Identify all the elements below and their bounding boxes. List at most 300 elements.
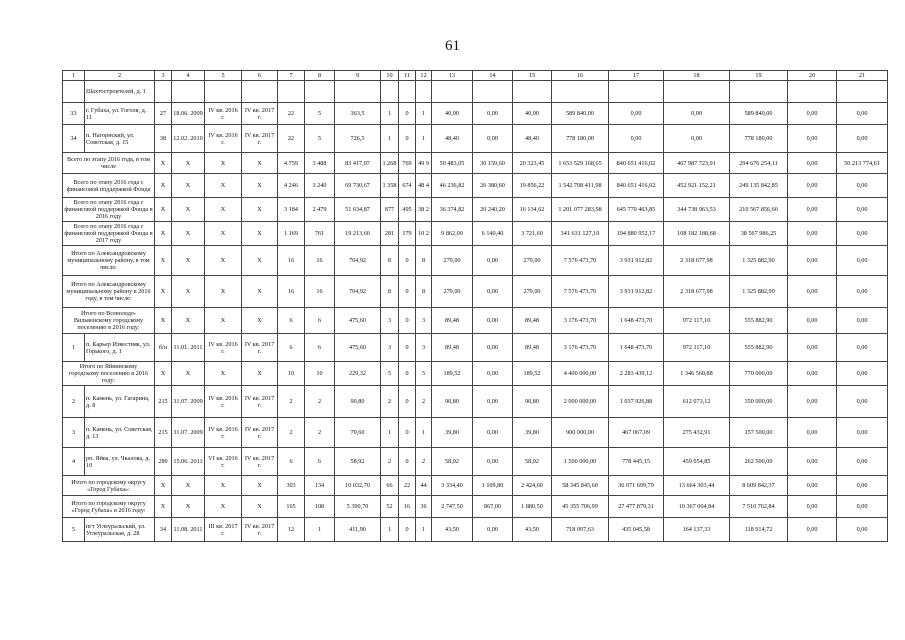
table-cell: 40,00 [513,103,552,125]
table-cell: 3 334,40 [432,476,473,496]
table-cell: 726,5 [335,125,381,153]
table-cell: 1 [381,103,399,125]
table-cell: 589 840,00 [730,103,788,125]
table-cell: 13 664 303,44 [664,476,730,496]
table-cell: 0,00 [473,418,513,448]
table-cell: 0,00 [664,125,730,153]
table-cell: 279,00 [432,276,473,308]
table-cell: 157 500,00 [730,418,788,448]
table-cell: 1 [416,125,432,153]
address-cell: рп. Яйва, ул. Чкалова, д. 10 [85,448,155,476]
table-cell: 50 483,05 [432,153,473,174]
table-cell: 10 032,70 [335,476,381,496]
table-cell: 1 [305,518,335,542]
table-cell: 43,50 [513,518,552,542]
table-cell: 89,48 [513,334,552,362]
table-cell: 3 176 473,70 [552,308,609,334]
address-cell: п. Камень, ул. Гагарина, д. 8 [85,386,155,418]
table-cell: 840 651 416,02 [609,153,664,174]
table-cell: 179 [399,222,416,246]
table-cell: 2 318 677,98 [664,246,730,276]
table-cell: 9 862,00 [432,222,473,246]
table-cell: IV кв. 2017 г. [242,334,278,362]
table-cell: 210 567 856,60 [730,198,788,222]
table-cell: 16 [305,276,335,308]
table-cell: X [205,174,242,198]
table-cell: 0,00 [837,103,888,125]
table-row [63,246,888,276]
table-cell: 972 117,10 [664,334,730,362]
table-cell: 3 721,60 [513,222,552,246]
table-cell: 555 882,90 [730,334,788,362]
table-cell: 58,92 [432,448,473,476]
table-cell [473,81,513,103]
table-cell [205,81,242,103]
table-cell: 45 355 706,99 [552,496,609,518]
table-cell: 69 730,67 [335,174,381,198]
table-cell: IV кв. 2017 г. [242,518,278,542]
table-cell: 0,00 [473,448,513,476]
table-cell: 341 631 127,10 [552,222,609,246]
table-cell [335,81,381,103]
table-cell: 0,00 [837,518,888,542]
summary-label-cell: Итого по Александровскому муниципальному району, в том числе: [63,246,155,276]
table-cell: X [155,222,172,246]
table-cell: X [242,496,278,518]
table-cell: 1 268 [381,153,399,174]
table-cell: 2 747,50 [432,496,473,518]
table-cell: 50 213 774,61 [837,153,888,174]
table-cell: IV кв. 2016 г. [205,103,242,125]
table-cell: 6 [278,308,305,334]
table-cell: 0,00 [788,334,837,362]
table-cell: 0,00 [788,276,837,308]
table-cell: 189,52 [432,362,473,386]
table-cell: 8 [416,276,432,308]
table-cell: 475,60 [335,334,381,362]
table-cell: X [242,153,278,174]
table-cell: 48,40 [513,125,552,153]
table-cell: 39,80 [513,418,552,448]
table-cell: 0 [399,125,416,153]
table-cell: 411,90 [335,518,381,542]
table-cell: X [242,174,278,198]
table-row [63,103,888,125]
table-cell [609,81,664,103]
table-cell: 645 770 463,85 [609,198,664,222]
table-cell [432,81,473,103]
table-cell: 363,5 [335,103,381,125]
table-cell: 3 [416,308,432,334]
table-cell: 770 000,00 [730,362,788,386]
column-number-cell: 9 [335,71,381,81]
table-cell: 3 240 [305,174,335,198]
summary-label-cell: Итого по Всеволодо-Вильвенскому городскому поселению в 2016 году: [63,308,155,334]
table-cell: 16 [305,246,335,276]
table-cell: 769 [399,153,416,174]
table-cell: 1 201 077 283,98 [552,198,609,222]
table-cell: 38 [155,125,172,153]
table-cell: III кв. 2017 г. [205,518,242,542]
table-cell: 459 054,85 [664,448,730,476]
table-cell: 1 358 [381,174,399,198]
column-number-cell: 13 [432,71,473,81]
table-cell: 674 [399,174,416,198]
table-cell: IV кв. 2017 г. [242,103,278,125]
table-cell: 165 [278,496,305,518]
table-cell: 0,00 [473,125,513,153]
table-cell: 761 [305,222,335,246]
table-cell: 0,00 [837,125,888,153]
table-cell: X [205,476,242,496]
table-cell: 1 880,50 [513,496,552,518]
summary-label-cell: Всего по этапу 2016 года с финансовой поддержкой Фонда в 2017 году [64,223,153,244]
table-row [63,81,888,103]
table-cell: 281 [381,222,399,246]
table-cell: 0,00 [788,386,837,418]
table-cell: 2 [381,386,399,418]
table-cell: 2 [416,448,432,476]
table-cell: 10 367 064,84 [664,496,730,518]
table-cell [664,81,730,103]
table-cell: 1 [416,418,432,448]
table-cell: 8 [381,276,399,308]
table-cell: X [205,222,242,246]
table-cell: 19 213,60 [335,222,381,246]
table-cell: 22 [278,103,305,125]
table-cell: 134 [305,476,335,496]
table-cell: 3 184 [278,198,305,222]
table-cell: 0,00 [788,518,837,542]
table-cell: X [205,198,242,222]
table-cell: 3 [63,418,85,448]
table-cell: X [155,198,172,222]
table-cell: 0,00 [473,518,513,542]
table-cell: 1 325 882,90 [730,276,788,308]
address-cell: п. Камень, ул. Советская, д. 13 [85,418,155,448]
table-cell: 0,00 [788,198,837,222]
table-cell: X [242,198,278,222]
table-cell: 0,00 [837,418,888,448]
table-cell: 6 [305,308,335,334]
table-cell: 1 [381,518,399,542]
table-cell: 5 [63,518,85,542]
table-cell [837,81,888,103]
table-cell: 89,48 [432,334,473,362]
table-cell: X [155,174,172,198]
table-cell: 718 097,63 [552,518,609,542]
table-row [63,222,888,246]
table-cell: 289 [155,448,172,476]
table-cell: 0,00 [473,334,513,362]
table-row [63,153,888,174]
table-cell: 249 135 842,85 [730,174,788,198]
table-row [63,448,888,476]
table-cell: X [155,246,172,276]
table-cell: 0,00 [837,246,888,276]
table-cell: IV кв. 2017 г. [242,125,278,153]
table-cell: 3 931 912,82 [609,246,664,276]
table-cell: 10 [305,362,335,386]
table-cell: 275 432,91 [664,418,730,448]
table-cell: IV кв. 2017 г. [242,386,278,418]
table-cell: 778 445,15 [609,448,664,476]
data-table [62,70,888,542]
table-cell: 7 576 473,70 [552,246,609,276]
table-cell [63,81,85,103]
table-cell: 34 [63,125,85,153]
table-cell: 12 [278,518,305,542]
table-cell: 1 648 473,70 [609,334,664,362]
table-cell: 189,52 [513,362,552,386]
table-cell: 3 [381,334,399,362]
address-cell: Шахтостроителей, д. 1 [85,81,155,103]
table-cell: X [242,308,278,334]
table-cell: IV кв. 2017 г. [242,448,278,476]
table-cell: 90,80 [513,386,552,418]
table-cell: X [155,362,172,386]
column-number-cell: 4 [172,71,205,81]
table-cell: 27 477 879,31 [609,496,664,518]
table-cell: 7 510 762,84 [730,496,788,518]
table-cell: 1 648 473,70 [609,308,664,334]
table-cell: X [242,246,278,276]
table-cell: 0,00 [837,222,888,246]
summary-label-cell: Итого по городскому округу «Город Губаха»: [63,476,155,496]
table-cell: 0,00 [788,222,837,246]
table-cell: 0 [399,103,416,125]
table-cell: 2 000 000,00 [552,386,609,418]
table-cell: X [155,308,172,334]
table-cell: 778 180,00 [730,125,788,153]
table-cell: 1 169 [278,222,305,246]
table-cell: 38 2 [416,198,432,222]
table-cell: VI кв. 2016 г. [205,448,242,476]
table-cell: X [172,362,205,386]
table-row [63,276,888,308]
column-number-cell: 10 [381,71,399,81]
table-row [63,125,888,153]
table-cell: X [242,276,278,308]
summary-label-cell: Итого по Александровскому муниципальному району в 2016 году, в том числе: [63,276,155,308]
table-cell [242,81,278,103]
table-row [63,518,888,542]
table-cell: 0 [399,276,416,308]
table-cell: 1 [63,334,85,362]
table-cell: 38 567 986,25 [730,222,788,246]
table-cell: 0,00 [837,276,888,308]
table-cell: 0,00 [837,476,888,496]
table-cell: 0,00 [473,276,513,308]
table-cell: IV кв. 2016 г. [205,334,242,362]
table-cell: 2 424,60 [513,476,552,496]
table-cell [730,81,788,103]
table-cell: 867,00 [473,496,513,518]
address-cell: г. Губаха, ул. Гоголя, д. 11 [85,103,155,125]
table-cell: 0 [399,448,416,476]
table-row [63,174,888,198]
table-cell: 0,00 [788,174,837,198]
table-cell: 164 137,33 [664,518,730,542]
table-cell: 6 [305,334,335,362]
table-cell: 1 [381,418,399,448]
table-cell: 972 117,10 [664,308,730,334]
column-number-cell: 21 [837,71,888,81]
column-number-cell: 14 [473,71,513,81]
table-cell: 2 [63,386,85,418]
table-cell: 6 140,40 [473,222,513,246]
table-cell: 279,00 [513,276,552,308]
table-cell: X [172,174,205,198]
table-cell: 877 [381,198,399,222]
table-cell: X [172,222,205,246]
table-cell: 2 283 439,12 [609,362,664,386]
table-cell: 44 [416,476,432,496]
table-cell: 31.07. 2009 [172,386,205,418]
table-cell: 40,00 [432,103,473,125]
table-cell: 90,80 [432,386,473,418]
table-cell: 8 609 842,37 [730,476,788,496]
table-cell: 10 [278,362,305,386]
table-cell: 0 [399,362,416,386]
table-cell: 435 045,58 [609,518,664,542]
table-cell: 49 9 [416,153,432,174]
table-cell: 33 [63,103,85,125]
table-cell [399,81,416,103]
table-cell: 83 417,07 [335,153,381,174]
table-cell: 0,00 [788,153,837,174]
table-cell: 778 180,00 [552,125,609,153]
table-cell: 350 000,00 [730,386,788,418]
table-cell: 0,00 [473,386,513,418]
table-cell: 495 [399,198,416,222]
table-cell: X [172,308,205,334]
table-cell: 1 [416,103,432,125]
table-cell: IV кв. 2016 г. [205,125,242,153]
table-cell: 0,00 [609,103,664,125]
table-cell: 229,32 [335,362,381,386]
table-cell: 30 159,60 [473,153,513,174]
table-row [63,362,888,386]
table-cell: 36 374,82 [432,198,473,222]
table-cell: 344 738 963,53 [664,198,730,222]
table-cell: 0 [399,386,416,418]
table-cell: 5 [416,362,432,386]
table-cell: 11.01. 2011 [172,334,205,362]
table-cell: 79,60 [335,418,381,448]
page-number: 61 [445,38,460,54]
table-cell: 0 [399,518,416,542]
table-cell: 0,00 [837,362,888,386]
table-cell [278,81,305,103]
column-number-cell: 2 [85,71,155,81]
column-number-cell: 19 [730,71,788,81]
column-number-cell: 5 [205,71,242,81]
table-cell: 1 109,80 [473,476,513,496]
table-cell: IV кв. 2016 г. [205,386,242,418]
table-cell: 6 [278,448,305,476]
table-cell: 11.08. 2011 [172,518,205,542]
column-number-cell: 20 [788,71,837,81]
table-cell: 475,60 [335,308,381,334]
table-cell: X [205,246,242,276]
table-cell: 90,80 [335,386,381,418]
table-cell: 0,00 [837,198,888,222]
table-cell: 0,00 [609,125,664,153]
table-cell: 0 [399,334,416,362]
table-cell: 3 [381,308,399,334]
table-cell: 215 [155,386,172,418]
table-cell: 36 071 699,79 [609,476,664,496]
table-cell: 3 931 912,82 [609,276,664,308]
table-cell: 2 479 [305,198,335,222]
table-cell: 5 [305,103,335,125]
summary-label-cell: Всего по этапу 2016 года с финансовой поддержкой Фонда в 2016 году [64,199,153,220]
table-cell: X [172,276,205,308]
table-cell: X [155,496,172,518]
table-cell: 279,00 [432,246,473,276]
table-cell: 2 [305,418,335,448]
table-cell: X [205,496,242,518]
table-cell: 22 [399,476,416,496]
table-cell: X [205,153,242,174]
table-cell: 27 [155,103,172,125]
table-cell: 0,00 [837,308,888,334]
table-cell: 4 759 [278,153,305,174]
table-cell [788,81,837,103]
table-cell: 8 [416,246,432,276]
column-number-cell: 17 [609,71,664,81]
table-cell: 0,00 [837,496,888,518]
table-cell: 118 914,72 [730,518,788,542]
table-cell: 0,00 [473,308,513,334]
table-cell: 0,00 [788,362,837,386]
table-cell: 19 856,22 [513,174,552,198]
table-cell: 555 882,90 [730,308,788,334]
table-cell: 467 067,09 [609,418,664,448]
table-cell: 3 176 473,70 [552,334,609,362]
table-cell: 15.06. 2011 [172,448,205,476]
table-cell: X [155,476,172,496]
table-cell: 0,00 [664,103,730,125]
table-cell: 2 [278,386,305,418]
table-cell: 5 390,70 [335,496,381,518]
table-cell [305,81,335,103]
table-cell: X [172,476,205,496]
table-cell: 2 [305,386,335,418]
table-cell: 0,00 [837,448,888,476]
table-cell [172,81,205,103]
table-cell: 39,80 [432,418,473,448]
column-number-cell: 15 [513,71,552,81]
column-number-cell: 7 [278,71,305,81]
table-cell: 10 2 [416,222,432,246]
table-row [63,198,888,222]
table-cell: 2 [416,386,432,418]
table-cell [381,81,399,103]
address-cell: п. Карьер Известняк, ул. Горького, д. 1 [85,334,155,362]
table-cell: 16 [278,276,305,308]
summary-label-cell: Всего по этапу 2016 года с финансовой поддержкой Фонда [63,174,155,198]
table-cell: 1 346 560,88 [664,362,730,386]
table-row [63,418,888,448]
column-number-cell: 3 [155,71,172,81]
table-cell: 0,00 [788,125,837,153]
table-cell: X [155,153,172,174]
table-cell: 34 [155,518,172,542]
table-cell: 0,00 [788,476,837,496]
table-cell [552,81,609,103]
